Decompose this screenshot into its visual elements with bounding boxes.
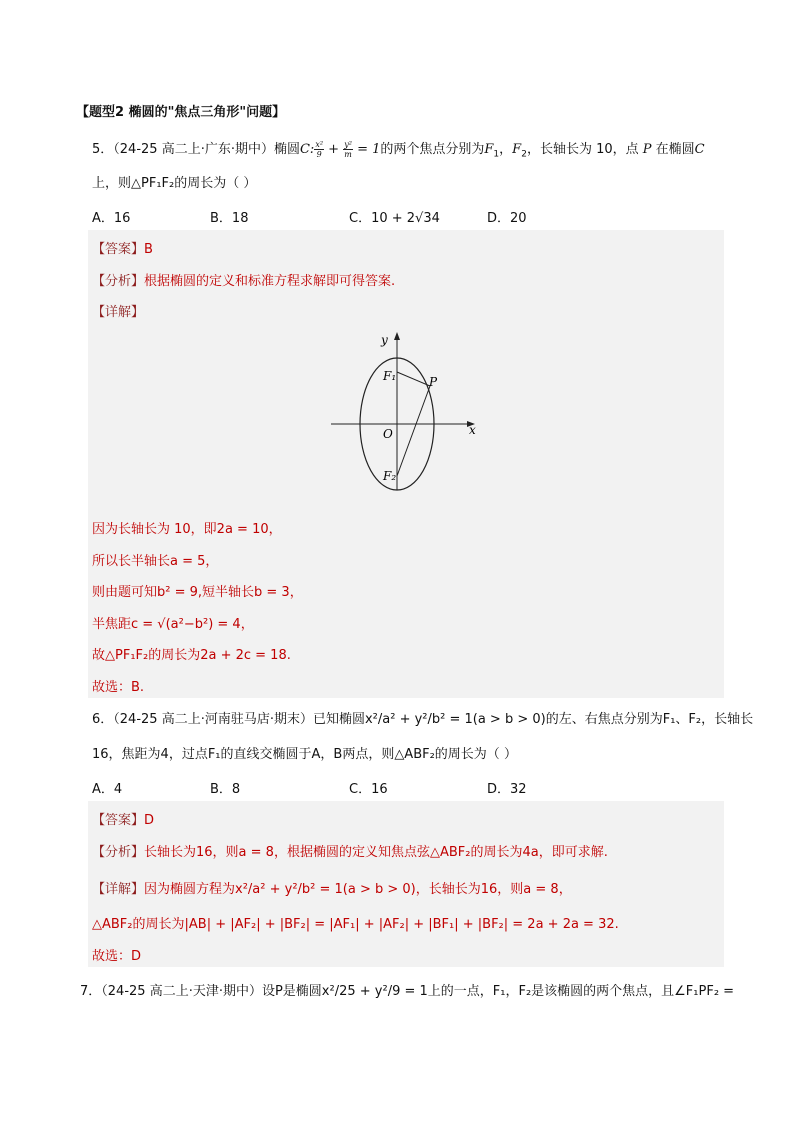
- q5-step-3: 则由题可知b² = 9,短半轴长b = 3，: [92, 585, 303, 600]
- q6-option-d[interactable]: D．32: [487, 782, 527, 797]
- q5-answer: 【答案】B: [92, 242, 153, 257]
- q5-detail-label: 【详解】: [92, 305, 145, 320]
- section-title: 【题型2 椭圆的"焦点三角形"问题】: [76, 105, 286, 120]
- q5-source: （24-25 高二上·广东·期中）: [113, 142, 274, 157]
- q5-step-5: 故△PF₁F₂的周长为2a + 2c = 18.: [92, 648, 291, 663]
- fig-y-label: y: [381, 333, 388, 347]
- q5-step-2: 所以长半轴长a = 5，: [92, 554, 219, 569]
- q6-stem-line1: 6．（24-25 高二上·河南驻马店·期末）已知椭圆x²/a² + y²/b² = 1(a > b > 0)的左、右焦点分别为F₁、F₂，长轴长: [92, 712, 754, 727]
- q6-option-a[interactable]: A．4: [92, 782, 123, 797]
- fig-origin-label: O: [383, 427, 393, 441]
- q5-option-b[interactable]: B．18: [210, 211, 249, 226]
- q5-stem-line2: 上，则△PF₁F₂的周长为（ ）: [92, 176, 257, 191]
- q6-choose: 故选：D: [92, 949, 142, 964]
- fig-f1-label: F₁: [383, 369, 397, 383]
- q6-detail: 【详解】因为椭圆方程为x²/a² + y²/b² = 1(a > b > 0)，长轴长为16，则a = 8，: [92, 882, 572, 897]
- fig-f2-label: F₂: [383, 469, 397, 483]
- q6-analysis: 【分析】长轴长为16，则a = 8，根据椭圆的定义知焦点弦△ABF₂的周长为4a，即可求解.: [92, 845, 608, 860]
- q6-option-c[interactable]: C．16: [349, 782, 388, 797]
- q5-number: 5．: [92, 142, 114, 157]
- q5-ellipse-figure: [325, 328, 485, 493]
- q6-answer: 【答案】D: [92, 813, 155, 828]
- q5-equation: C: $\frac{\text{x²}}{9}$ + $\frac{\text{y²}}{m}$ = 1: [299, 140, 381, 159]
- q6-option-b[interactable]: B．8: [210, 782, 241, 797]
- q5-stem-c: ，长轴长为 10，点: [526, 142, 639, 157]
- q5-stem-d: 在椭圆: [655, 142, 695, 157]
- fig-p-label: P: [429, 375, 438, 389]
- q6-stem-line2: 16，焦距为4，过点F₁的直线交椭圆于A，B两点，则△ABF₂的周长为（ ）: [92, 747, 517, 762]
- q5-step-1: 因为长轴长为 10，即2a = 10，: [92, 522, 282, 537]
- q5-option-d[interactable]: D．20: [487, 211, 527, 226]
- q5-analysis: 【分析】根据椭圆的定义和标准方程求解即可得答案.: [92, 274, 396, 289]
- q5-stem-b: 的两个焦点分别为: [380, 142, 485, 157]
- q5-choose: 故选：B.: [92, 680, 145, 695]
- q6-step: △ABF₂的周长为|AB| + |AF₂| + |BF₂| = |AF₁| + |AF₂| + |BF₁| + |BF₂| = 2a + 2a = 32.: [92, 917, 619, 932]
- q5-option-a[interactable]: A．16: [92, 211, 131, 226]
- q5-step-4: 半焦距c = √(a²−b²) = 4，: [92, 617, 254, 632]
- fig-x-label: x: [469, 423, 476, 437]
- q5-stem-a: 椭圆: [273, 142, 300, 157]
- q5-stem-line1: 5．（24-25 高二上·广东·期中）椭圆C: $\frac{\text{x²}}{9}$ + $\frac{\text{y²}}{m}$ = 1的两个焦点分别为$F_1$，$F_2$，长轴长为 10，点 P 在椭圆C: [92, 140, 705, 160]
- q5-option-c[interactable]: C．10 + 2√34: [349, 211, 440, 226]
- q7-stem: 7．（24-25 高二上·天津·期中）设P是椭圆x²/25 + y²/9 = 1上的一点，F₁，F₂是该椭圆的两个焦点，且∠F₁PF₂ =: [80, 984, 735, 999]
